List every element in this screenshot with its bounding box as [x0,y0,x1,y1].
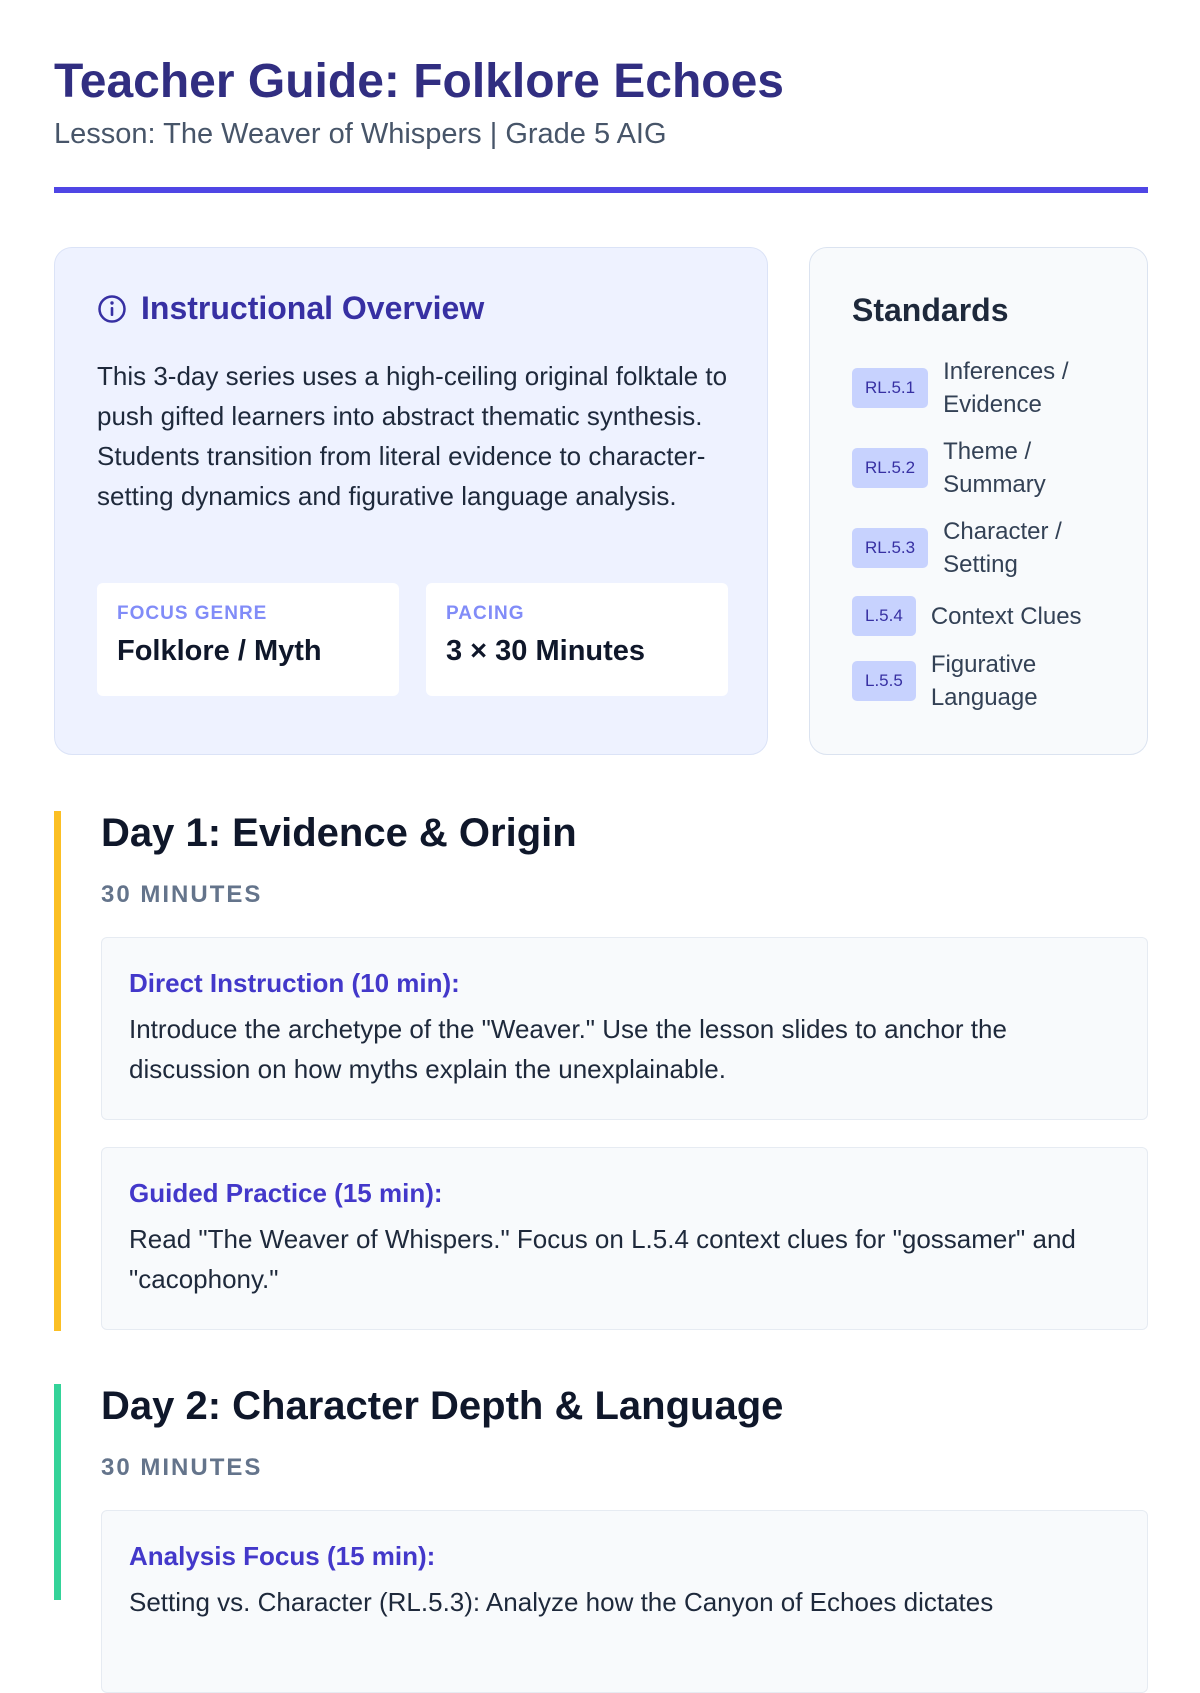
day-title: Day 2: Character Depth & Language [101,1384,784,1428]
standard-code-badge: RL.5.2 [852,448,928,488]
focus-genre-box [97,583,399,696]
day-duration: 30 MINUTES [101,881,263,908]
standard-item [852,648,1102,714]
page-title: Teacher Guide: Folklore Echoes [54,55,784,108]
activity-block [101,1510,1148,1693]
standard-description: Character / Setting [943,518,1062,578]
activity-block [101,937,1148,1120]
activity-text: Setting vs. Character (RL.5.3): Analyze how the Canyon of Echoes dictates [129,1587,994,1617]
standard-description: Context Clues [930,602,1082,630]
overview-heading [97,290,484,327]
focus-genre-label: FOCUS GENRE [117,603,268,624]
activity-label: Direct Instruction (10 min): [129,968,460,998]
lesson-subtitle: Lesson: The Weaver of Whispers | Grade 5 AIG [54,118,667,150]
day-1-section [54,811,1148,1331]
standard-item [852,596,1112,636]
activity-text: Read "The Weaver of Whispers." Focus on L.5.4 context clues for "gossamer" and "cacophony." [129,1224,1076,1294]
standard-item [852,355,1102,421]
standard-item [852,515,1102,581]
day-accent-bar [54,1384,61,1600]
standard-code-badge: RL.5.1 [852,368,928,408]
info-icon [97,294,127,324]
day-title: Day 1: Evidence & Origin [101,811,577,855]
activity-label: Analysis Focus (15 min): [129,1541,436,1571]
header-divider [54,187,1148,193]
standard-description: Inferences / Evidence [943,358,1069,418]
standard-code-badge: L.5.5 [852,661,916,701]
pacing-value: 3 × 30 Minutes [446,635,646,667]
activity-block [101,1147,1148,1330]
day-2-section [54,1384,1148,1617]
overview-description: This 3-day series uses a high-ceiling original folktale to push gifted learners into abstract thematic synthesis. Students transition from literal evidence to character-setting dynamics and figurative language analysis. [97,361,728,511]
focus-genre-value: Folklore / Myth [117,635,322,667]
activity-label: Guided Practice (15 min): [129,1178,443,1208]
standards-card [809,247,1148,755]
standard-code-badge: L.5.4 [852,596,916,636]
day-duration: 30 MINUTES [101,1454,263,1481]
standard-description: Figurative Language [930,651,1038,711]
pacing-box [426,583,728,696]
activity-text: Introduce the archetype of the "Weaver." Use the lesson slides to anchor the discussion on how myths explain the unexplainable. [129,1014,1007,1084]
overview-title: Instructional Overview [141,290,485,326]
standard-description: Theme / Summary [943,438,1046,498]
standards-title: Standards [852,292,1009,328]
instructional-overview-card [54,247,768,755]
day-accent-bar [54,811,61,1331]
standard-item [852,435,1102,501]
pacing-label: PACING [446,603,525,624]
standard-code-badge: RL.5.3 [852,528,928,568]
